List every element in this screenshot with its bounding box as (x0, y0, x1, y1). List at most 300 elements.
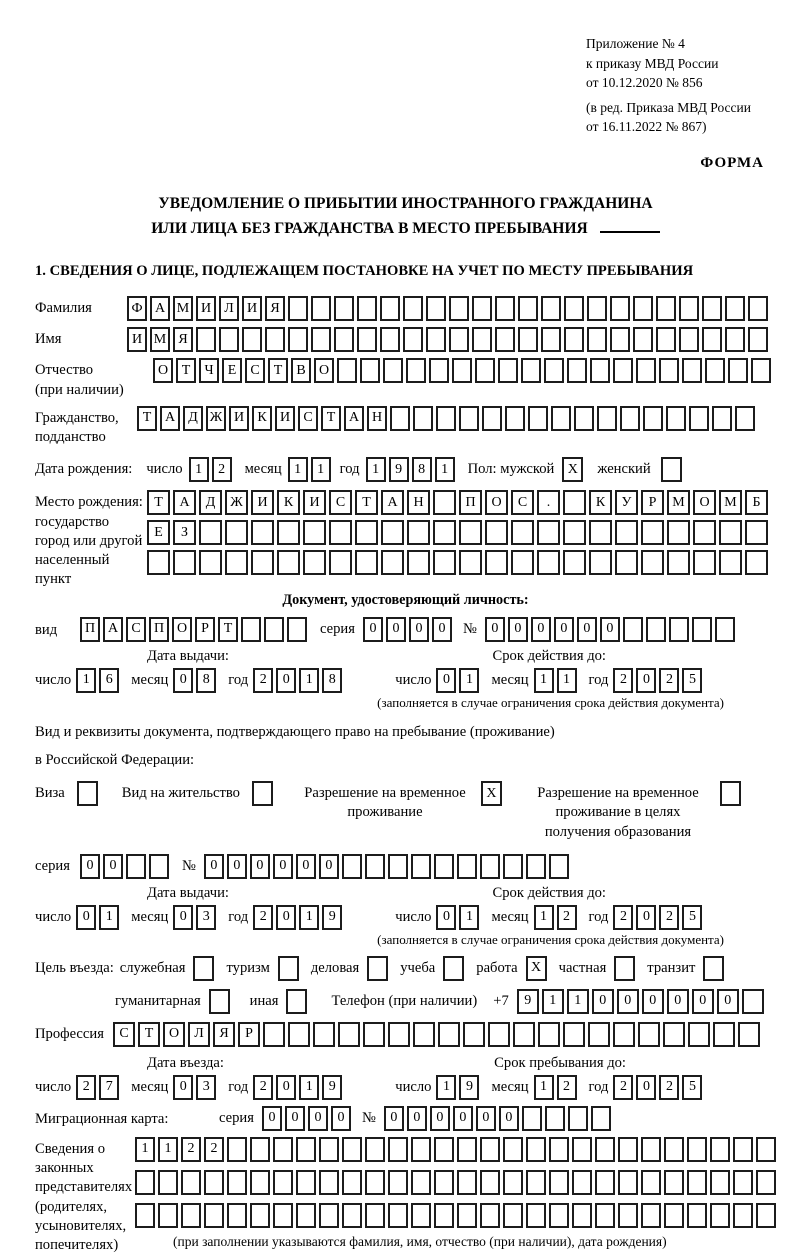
char-cell[interactable] (537, 550, 560, 575)
char-cell[interactable]: Р (238, 1022, 260, 1047)
char-cell[interactable]: Б (745, 490, 768, 515)
char-cell[interactable] (656, 327, 676, 352)
char-cell[interactable]: 0 (409, 617, 429, 642)
char-cell[interactable] (199, 520, 222, 545)
purpose-official-checkbox[interactable] (193, 956, 214, 981)
char-cell[interactable] (587, 327, 607, 352)
char-cell[interactable] (434, 1137, 454, 1162)
purpose-business-checkbox[interactable] (367, 956, 388, 981)
char-cell[interactable] (225, 520, 248, 545)
char-cell[interactable] (574, 406, 594, 431)
char-cell[interactable]: 2 (659, 668, 679, 693)
char-cell[interactable] (459, 406, 479, 431)
char-cell[interactable] (715, 617, 735, 642)
char-cell[interactable] (544, 358, 564, 383)
char-cell[interactable] (365, 1203, 385, 1228)
char-cell[interactable] (480, 854, 500, 879)
char-cell[interactable]: 0 (250, 854, 270, 879)
char-cell[interactable] (572, 1170, 592, 1195)
char-cell[interactable] (728, 358, 748, 383)
char-cell[interactable]: К (277, 490, 300, 515)
char-cell[interactable] (613, 1022, 635, 1047)
char-cell[interactable] (733, 1137, 753, 1162)
char-cell[interactable] (288, 296, 308, 321)
char-cell[interactable] (411, 1137, 431, 1162)
char-cell[interactable] (545, 1106, 565, 1131)
char-cell[interactable] (434, 1170, 454, 1195)
char-cell[interactable]: 0 (508, 617, 528, 642)
char-cell[interactable] (338, 1022, 360, 1047)
char-cell[interactable] (572, 1203, 592, 1228)
char-cell[interactable]: Н (407, 490, 430, 515)
char-cell[interactable]: З (173, 520, 196, 545)
char-cell[interactable] (748, 327, 768, 352)
char-cell[interactable] (251, 520, 274, 545)
char-cell[interactable] (725, 327, 745, 352)
char-cell[interactable] (357, 327, 377, 352)
purpose-study-checkbox[interactable] (443, 956, 464, 981)
char-cell[interactable] (659, 358, 679, 383)
char-cell[interactable] (687, 1203, 707, 1228)
char-cell[interactable] (702, 296, 722, 321)
char-cell[interactable]: 0 (308, 1106, 328, 1131)
char-cell[interactable]: 1 (311, 457, 331, 482)
char-cell[interactable] (149, 854, 169, 879)
char-cell[interactable] (549, 1137, 569, 1162)
char-cell[interactable]: 1 (459, 668, 479, 693)
char-cell[interactable] (250, 1137, 270, 1162)
char-cell[interactable] (485, 550, 508, 575)
char-cell[interactable]: Т (147, 490, 170, 515)
char-cell[interactable] (663, 1022, 685, 1047)
char-cell[interactable] (733, 1170, 753, 1195)
char-cell[interactable] (526, 1137, 546, 1162)
char-cell[interactable] (413, 406, 433, 431)
char-cell[interactable]: 0 (384, 1106, 404, 1131)
char-cell[interactable] (449, 327, 469, 352)
char-cell[interactable]: 7 (99, 1075, 119, 1100)
char-cell[interactable]: 1 (99, 905, 119, 930)
char-cell[interactable] (756, 1203, 776, 1228)
char-cell[interactable] (549, 854, 569, 879)
char-cell[interactable]: 0 (173, 668, 193, 693)
char-cell[interactable]: Л (188, 1022, 210, 1047)
char-cell[interactable]: М (667, 490, 690, 515)
char-cell[interactable] (173, 550, 196, 575)
char-cell[interactable]: О (172, 617, 192, 642)
char-cell[interactable] (679, 327, 699, 352)
char-cell[interactable]: С (298, 406, 318, 431)
char-cell[interactable] (710, 1137, 730, 1162)
char-cell[interactable]: 9 (322, 1075, 342, 1100)
char-cell[interactable]: У (615, 490, 638, 515)
char-cell[interactable]: 5 (682, 1075, 702, 1100)
char-cell[interactable] (388, 1022, 410, 1047)
char-cell[interactable] (433, 490, 456, 515)
char-cell[interactable]: Т (176, 358, 196, 383)
char-cell[interactable] (126, 854, 146, 879)
char-cell[interactable]: Я (265, 296, 285, 321)
char-cell[interactable]: 2 (204, 1137, 224, 1162)
char-cell[interactable] (388, 1170, 408, 1195)
char-cell[interactable] (457, 1137, 477, 1162)
char-cell[interactable]: 0 (636, 1075, 656, 1100)
char-cell[interactable]: Т (137, 406, 157, 431)
char-cell[interactable]: И (196, 296, 216, 321)
char-cell[interactable] (342, 854, 362, 879)
char-cell[interactable] (334, 296, 354, 321)
char-cell[interactable]: 0 (617, 989, 639, 1014)
char-cell[interactable] (745, 520, 768, 545)
char-cell[interactable] (522, 1106, 542, 1131)
char-cell[interactable] (518, 327, 538, 352)
char-cell[interactable] (411, 854, 431, 879)
char-cell[interactable] (518, 296, 538, 321)
char-cell[interactable]: 1 (459, 905, 479, 930)
char-cell[interactable] (480, 1137, 500, 1162)
char-cell[interactable]: 8 (196, 668, 216, 693)
char-cell[interactable] (288, 1022, 310, 1047)
char-cell[interactable]: П (149, 617, 169, 642)
char-cell[interactable]: 5 (682, 668, 702, 693)
char-cell[interactable]: Ч (199, 358, 219, 383)
char-cell[interactable] (380, 327, 400, 352)
char-cell[interactable]: Т (218, 617, 238, 642)
temporary-residence-checkbox[interactable]: X (481, 781, 502, 806)
char-cell[interactable] (342, 1203, 362, 1228)
char-cell[interactable] (407, 550, 430, 575)
char-cell[interactable]: 0 (276, 1075, 296, 1100)
char-cell[interactable]: А (173, 490, 196, 515)
char-cell[interactable] (390, 406, 410, 431)
char-cell[interactable]: 3 (196, 1075, 216, 1100)
char-cell[interactable]: 2 (181, 1137, 201, 1162)
char-cell[interactable]: Е (147, 520, 170, 545)
char-cell[interactable]: 2 (557, 1075, 577, 1100)
char-cell[interactable] (664, 1203, 684, 1228)
residence-permit-checkbox[interactable] (252, 781, 273, 806)
char-cell[interactable]: 0 (436, 905, 456, 930)
char-cell[interactable]: 2 (212, 457, 232, 482)
char-cell[interactable] (388, 1203, 408, 1228)
char-cell[interactable]: О (314, 358, 334, 383)
char-cell[interactable] (227, 1170, 247, 1195)
char-cell[interactable]: И (303, 490, 326, 515)
char-cell[interactable]: 0 (204, 854, 224, 879)
char-cell[interactable]: 0 (531, 617, 551, 642)
char-cell[interactable] (433, 550, 456, 575)
char-cell[interactable] (311, 296, 331, 321)
char-cell[interactable] (511, 520, 534, 545)
char-cell[interactable]: 0 (642, 989, 664, 1014)
char-cell[interactable] (355, 550, 378, 575)
char-cell[interactable] (381, 550, 404, 575)
char-cell[interactable]: 1 (534, 905, 554, 930)
char-cell[interactable] (538, 1022, 560, 1047)
char-cell[interactable] (719, 520, 742, 545)
char-cell[interactable] (265, 327, 285, 352)
char-cell[interactable] (472, 327, 492, 352)
char-cell[interactable]: 1 (542, 989, 564, 1014)
char-cell[interactable]: Т (268, 358, 288, 383)
char-cell[interactable]: 1 (288, 457, 308, 482)
sex-female-checkbox[interactable] (661, 457, 682, 482)
char-cell[interactable]: 0 (331, 1106, 351, 1131)
purpose-other-checkbox[interactable] (286, 989, 307, 1014)
char-cell[interactable] (618, 1170, 638, 1195)
char-cell[interactable]: 0 (76, 905, 96, 930)
char-cell[interactable] (587, 296, 607, 321)
char-cell[interactable] (537, 520, 560, 545)
char-cell[interactable] (433, 520, 456, 545)
char-cell[interactable] (227, 1203, 247, 1228)
char-cell[interactable]: П (459, 490, 482, 515)
char-cell[interactable] (313, 1022, 335, 1047)
char-cell[interactable] (513, 1022, 535, 1047)
char-cell[interactable] (689, 406, 709, 431)
char-cell[interactable]: 3 (196, 905, 216, 930)
char-cell[interactable]: 1 (435, 457, 455, 482)
char-cell[interactable] (693, 520, 716, 545)
char-cell[interactable]: М (150, 327, 170, 352)
char-cell[interactable] (319, 1137, 339, 1162)
char-cell[interactable]: 1 (557, 668, 577, 693)
char-cell[interactable] (589, 550, 612, 575)
char-cell[interactable] (311, 327, 331, 352)
char-cell[interactable] (667, 550, 690, 575)
char-cell[interactable] (434, 854, 454, 879)
char-cell[interactable] (452, 358, 472, 383)
char-cell[interactable]: 1 (299, 905, 319, 930)
char-cell[interactable] (526, 1170, 546, 1195)
char-cell[interactable] (250, 1203, 270, 1228)
char-cell[interactable]: Е (222, 358, 242, 383)
char-cell[interactable] (623, 617, 643, 642)
char-cell[interactable] (618, 1203, 638, 1228)
char-cell[interactable] (551, 406, 571, 431)
char-cell[interactable] (646, 617, 666, 642)
char-cell[interactable]: Т (355, 490, 378, 515)
char-cell[interactable]: О (153, 358, 173, 383)
char-cell[interactable] (355, 520, 378, 545)
char-cell[interactable]: Д (183, 406, 203, 431)
char-cell[interactable]: 1 (189, 457, 209, 482)
char-cell[interactable] (403, 296, 423, 321)
char-cell[interactable] (633, 296, 653, 321)
char-cell[interactable] (742, 989, 764, 1014)
char-cell[interactable]: Я (173, 327, 193, 352)
char-cell[interactable]: 9 (322, 905, 342, 930)
char-cell[interactable] (710, 1203, 730, 1228)
char-cell[interactable]: И (229, 406, 249, 431)
char-cell[interactable] (337, 358, 357, 383)
char-cell[interactable] (589, 520, 612, 545)
char-cell[interactable] (407, 520, 430, 545)
char-cell[interactable] (564, 296, 584, 321)
char-cell[interactable] (296, 1203, 316, 1228)
char-cell[interactable] (666, 406, 686, 431)
char-cell[interactable] (204, 1170, 224, 1195)
char-cell[interactable]: 9 (389, 457, 409, 482)
char-cell[interactable] (181, 1170, 201, 1195)
char-cell[interactable] (277, 520, 300, 545)
char-cell[interactable] (618, 1137, 638, 1162)
char-cell[interactable]: 2 (253, 668, 273, 693)
char-cell[interactable] (725, 296, 745, 321)
char-cell[interactable] (563, 1022, 585, 1047)
char-cell[interactable] (480, 1170, 500, 1195)
char-cell[interactable] (664, 1170, 684, 1195)
char-cell[interactable] (227, 1137, 247, 1162)
char-cell[interactable]: 0 (667, 989, 689, 1014)
char-cell[interactable]: 9 (459, 1075, 479, 1100)
char-cell[interactable] (472, 296, 492, 321)
char-cell[interactable]: 2 (76, 1075, 96, 1100)
char-cell[interactable]: 0 (453, 1106, 473, 1131)
char-cell[interactable] (745, 550, 768, 575)
char-cell[interactable] (158, 1203, 178, 1228)
char-cell[interactable]: Л (219, 296, 239, 321)
char-cell[interactable] (682, 358, 702, 383)
char-cell[interactable]: Т (321, 406, 341, 431)
char-cell[interactable] (503, 854, 523, 879)
char-cell[interactable] (429, 358, 449, 383)
char-cell[interactable] (636, 358, 656, 383)
char-cell[interactable] (597, 406, 617, 431)
char-cell[interactable] (485, 520, 508, 545)
char-cell[interactable] (549, 1170, 569, 1195)
char-cell[interactable]: 0 (432, 617, 452, 642)
char-cell[interactable]: Т (138, 1022, 160, 1047)
char-cell[interactable] (219, 327, 239, 352)
char-cell[interactable]: А (381, 490, 404, 515)
char-cell[interactable] (713, 1022, 735, 1047)
char-cell[interactable] (719, 550, 742, 575)
char-cell[interactable] (526, 1203, 546, 1228)
char-cell[interactable]: 0 (276, 668, 296, 693)
char-cell[interactable] (287, 617, 307, 642)
char-cell[interactable] (641, 520, 664, 545)
char-cell[interactable]: 2 (253, 905, 273, 930)
char-cell[interactable] (319, 1203, 339, 1228)
char-cell[interactable] (498, 358, 518, 383)
char-cell[interactable] (329, 520, 352, 545)
char-cell[interactable]: И (127, 327, 147, 352)
char-cell[interactable] (426, 296, 446, 321)
char-cell[interactable]: 0 (227, 854, 247, 879)
char-cell[interactable]: А (160, 406, 180, 431)
char-cell[interactable]: 0 (262, 1106, 282, 1131)
char-cell[interactable]: 1 (366, 457, 386, 482)
char-cell[interactable]: 1 (567, 989, 589, 1014)
char-cell[interactable] (459, 520, 482, 545)
char-cell[interactable]: И (275, 406, 295, 431)
char-cell[interactable]: К (252, 406, 272, 431)
char-cell[interactable] (643, 406, 663, 431)
char-cell[interactable] (357, 296, 377, 321)
char-cell[interactable] (434, 1203, 454, 1228)
char-cell[interactable] (334, 327, 354, 352)
char-cell[interactable] (568, 1106, 588, 1131)
char-cell[interactable] (449, 296, 469, 321)
char-cell[interactable]: 2 (659, 905, 679, 930)
char-cell[interactable] (360, 358, 380, 383)
char-cell[interactable] (380, 296, 400, 321)
char-cell[interactable] (251, 550, 274, 575)
char-cell[interactable]: С (113, 1022, 135, 1047)
char-cell[interactable] (459, 550, 482, 575)
char-cell[interactable] (641, 1137, 661, 1162)
char-cell[interactable] (528, 406, 548, 431)
char-cell[interactable] (457, 1170, 477, 1195)
char-cell[interactable] (664, 1137, 684, 1162)
char-cell[interactable] (679, 296, 699, 321)
char-cell[interactable] (495, 296, 515, 321)
char-cell[interactable] (342, 1137, 362, 1162)
purpose-private-checkbox[interactable] (614, 956, 635, 981)
char-cell[interactable]: С (511, 490, 534, 515)
char-cell[interactable] (588, 1022, 610, 1047)
char-cell[interactable]: В (291, 358, 311, 383)
char-cell[interactable]: 2 (613, 1075, 633, 1100)
char-cell[interactable] (541, 327, 561, 352)
char-cell[interactable] (633, 327, 653, 352)
char-cell[interactable] (615, 550, 638, 575)
char-cell[interactable] (438, 1022, 460, 1047)
char-cell[interactable] (277, 550, 300, 575)
char-cell[interactable]: 5 (682, 905, 702, 930)
char-cell[interactable] (457, 1203, 477, 1228)
char-cell[interactable] (687, 1170, 707, 1195)
char-cell[interactable] (383, 358, 403, 383)
char-cell[interactable] (549, 1203, 569, 1228)
char-cell[interactable] (667, 520, 690, 545)
char-cell[interactable]: С (329, 490, 352, 515)
char-cell[interactable]: 0 (476, 1106, 496, 1131)
char-cell[interactable]: 0 (407, 1106, 427, 1131)
char-cell[interactable]: С (245, 358, 265, 383)
char-cell[interactable]: Н (367, 406, 387, 431)
char-cell[interactable] (656, 296, 676, 321)
char-cell[interactable] (615, 520, 638, 545)
char-cell[interactable] (365, 1170, 385, 1195)
char-cell[interactable]: 2 (659, 1075, 679, 1100)
char-cell[interactable]: Ж (225, 490, 248, 515)
char-cell[interactable] (563, 550, 586, 575)
char-cell[interactable]: 0 (173, 905, 193, 930)
char-cell[interactable] (196, 327, 216, 352)
char-cell[interactable]: 0 (592, 989, 614, 1014)
char-cell[interactable]: А (344, 406, 364, 431)
char-cell[interactable] (669, 617, 689, 642)
char-cell[interactable] (225, 550, 248, 575)
char-cell[interactable] (342, 1170, 362, 1195)
char-cell[interactable]: 0 (80, 854, 100, 879)
char-cell[interactable]: К (589, 490, 612, 515)
char-cell[interactable] (710, 1170, 730, 1195)
char-cell[interactable] (735, 406, 755, 431)
char-cell[interactable]: 1 (76, 668, 96, 693)
char-cell[interactable]: 1 (436, 1075, 456, 1100)
char-cell[interactable] (526, 854, 546, 879)
char-cell[interactable] (702, 327, 722, 352)
char-cell[interactable] (591, 1106, 611, 1131)
char-cell[interactable]: 0 (636, 668, 656, 693)
char-cell[interactable]: 0 (276, 905, 296, 930)
char-cell[interactable] (563, 490, 586, 515)
char-cell[interactable] (748, 296, 768, 321)
char-cell[interactable] (692, 617, 712, 642)
